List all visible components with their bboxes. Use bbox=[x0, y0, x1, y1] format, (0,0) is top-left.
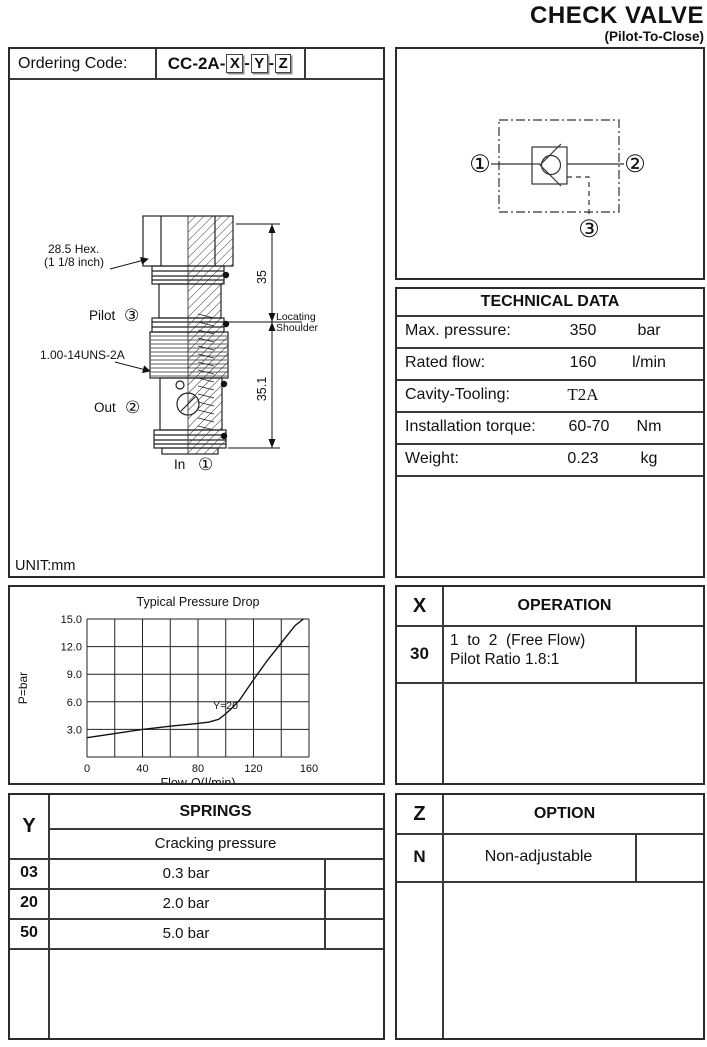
unit-label: UNIT:mm bbox=[15, 558, 76, 574]
tech-row-label: Rated flow: bbox=[405, 354, 486, 371]
x-axis-tick: 160 bbox=[299, 763, 319, 775]
option-panel bbox=[395, 793, 705, 1040]
symbol-envelope bbox=[499, 120, 619, 212]
operation-code: 30 bbox=[410, 643, 429, 663]
hex-size-label-2: (1 1/8 inch) bbox=[44, 255, 105, 269]
tech-row-value: 160 bbox=[569, 354, 597, 371]
tech-row-unit: kg bbox=[640, 450, 658, 467]
check-valve-symbol bbox=[532, 144, 561, 186]
option-value: Non-adjustable bbox=[484, 848, 593, 865]
operation-panel bbox=[395, 585, 705, 785]
pilot-port-number: ③ bbox=[124, 306, 140, 325]
pressure-drop-chart bbox=[10, 587, 383, 783]
y-axis-tick: 3.0 bbox=[66, 724, 82, 737]
technical-data-title: TECHNICAL DATA bbox=[480, 293, 620, 310]
y-axis-tick: 15.0 bbox=[60, 614, 82, 626]
y-axis-tick: 9.0 bbox=[66, 669, 82, 682]
curve-annotation: Y=20 bbox=[213, 700, 238, 713]
out-port-number: ② bbox=[125, 398, 141, 417]
tech-row-unit: Nm bbox=[636, 418, 662, 435]
spring-value: 2.0 bar bbox=[162, 894, 210, 912]
tech-row-label: Cavity-Tooling: bbox=[405, 386, 510, 403]
dim-35-1-label: 35.1 bbox=[255, 376, 269, 402]
spring-value: 5.0 bar bbox=[162, 924, 210, 942]
operation-description-line2: Pilot Ratio 1.8:1 bbox=[450, 650, 560, 668]
tech-row-unit: l/min bbox=[632, 354, 666, 371]
x-axis-tick: 40 bbox=[136, 763, 149, 775]
x-axis-tick: 0 bbox=[83, 763, 91, 775]
operation-col-header: X bbox=[412, 594, 427, 617]
ordering-code-x: X bbox=[226, 54, 243, 73]
thread-spec-label: 1.00-14UNS-2A bbox=[40, 348, 125, 362]
drawing-panel bbox=[8, 47, 385, 578]
pressure-drop-curve bbox=[87, 619, 303, 738]
x-axis-tick: 120 bbox=[244, 763, 263, 775]
technical-data-panel bbox=[395, 287, 705, 578]
tech-row-value: 350 bbox=[569, 322, 597, 339]
dimension-lines bbox=[226, 224, 302, 448]
symbol-port-3: ③ bbox=[578, 216, 600, 243]
tech-row-value: T2A bbox=[567, 385, 599, 404]
operation-title: OPERATION bbox=[517, 597, 612, 614]
ordering-code-prefix: CC-2A- bbox=[167, 53, 226, 73]
spring-code: 03 bbox=[20, 864, 38, 881]
tech-row-label: Weight: bbox=[405, 450, 459, 467]
ordering-code-z: Z bbox=[275, 54, 291, 73]
springs-col-header: Y bbox=[22, 815, 36, 837]
locating-shoulder-label-2: Shoulder bbox=[276, 322, 319, 334]
springs-title: SPRINGS bbox=[179, 802, 252, 820]
dim-35-label: 35 bbox=[255, 270, 269, 284]
hydraulic-symbol-panel bbox=[395, 47, 705, 280]
tech-row-label: Max. pressure: bbox=[405, 322, 511, 339]
option-col-header: Z bbox=[413, 802, 426, 825]
thread-leader-line bbox=[115, 362, 150, 371]
springs-panel bbox=[8, 793, 385, 1040]
valve-cross-section-drawing bbox=[10, 79, 383, 549]
code-sep-1: - bbox=[244, 54, 250, 72]
chart-title: Typical Pressure Drop bbox=[136, 595, 260, 609]
tech-row-value: 0.23 bbox=[567, 450, 599, 467]
page-title: CHECK VALVE bbox=[530, 2, 704, 29]
symbol-port-2: ② bbox=[624, 151, 646, 178]
pressure-drop-chart-panel bbox=[8, 585, 385, 785]
ordering-code-label: Ordering Code: bbox=[18, 54, 128, 72]
tech-row-label: Installation torque: bbox=[405, 418, 536, 435]
page-subtitle: (Pilot-To-Close) bbox=[604, 29, 704, 44]
option-code: N bbox=[413, 847, 426, 866]
x-axis-tick: 80 bbox=[191, 763, 205, 775]
operation-description-line1: 1 to 2 (Free Flow) bbox=[450, 632, 586, 649]
springs-subtitle: Cracking pressure bbox=[154, 834, 277, 852]
tech-row-value: 60-70 bbox=[568, 418, 610, 435]
check-valve-box bbox=[532, 147, 567, 184]
code-sep-2: - bbox=[268, 54, 275, 72]
y-axis-label: P=bar bbox=[16, 671, 30, 705]
locating-shoulder-label-1: Locating bbox=[276, 311, 316, 323]
out-label: Out bbox=[94, 400, 116, 415]
operation-description bbox=[450, 632, 630, 669]
ordering-code-y: Y bbox=[251, 54, 268, 73]
spring-code: 50 bbox=[20, 924, 38, 941]
option-title: OPTION bbox=[533, 805, 596, 822]
hex-size-label-1: 28.5 Hex. bbox=[48, 242, 100, 256]
x-axis-label: Flow-Q(l/min) bbox=[160, 776, 236, 783]
spring-code: 20 bbox=[20, 894, 38, 911]
hydraulic-symbol-diagram bbox=[397, 49, 703, 278]
in-label: In bbox=[174, 457, 186, 472]
pilot-label: Pilot bbox=[89, 308, 116, 323]
in-port-number: ① bbox=[198, 455, 214, 474]
spring-value: 0.3 bar bbox=[162, 864, 210, 882]
y-axis-tick: 12.0 bbox=[60, 641, 82, 654]
section-hatch bbox=[188, 216, 233, 454]
y-axis-tick: 6.0 bbox=[66, 696, 82, 709]
ordering-code-value bbox=[156, 49, 304, 78]
tech-row-unit: bar bbox=[637, 322, 661, 339]
hex-leader-line bbox=[110, 259, 148, 269]
symbol-port-1: ① bbox=[469, 151, 491, 178]
tech-row-unit bbox=[614, 379, 684, 411]
